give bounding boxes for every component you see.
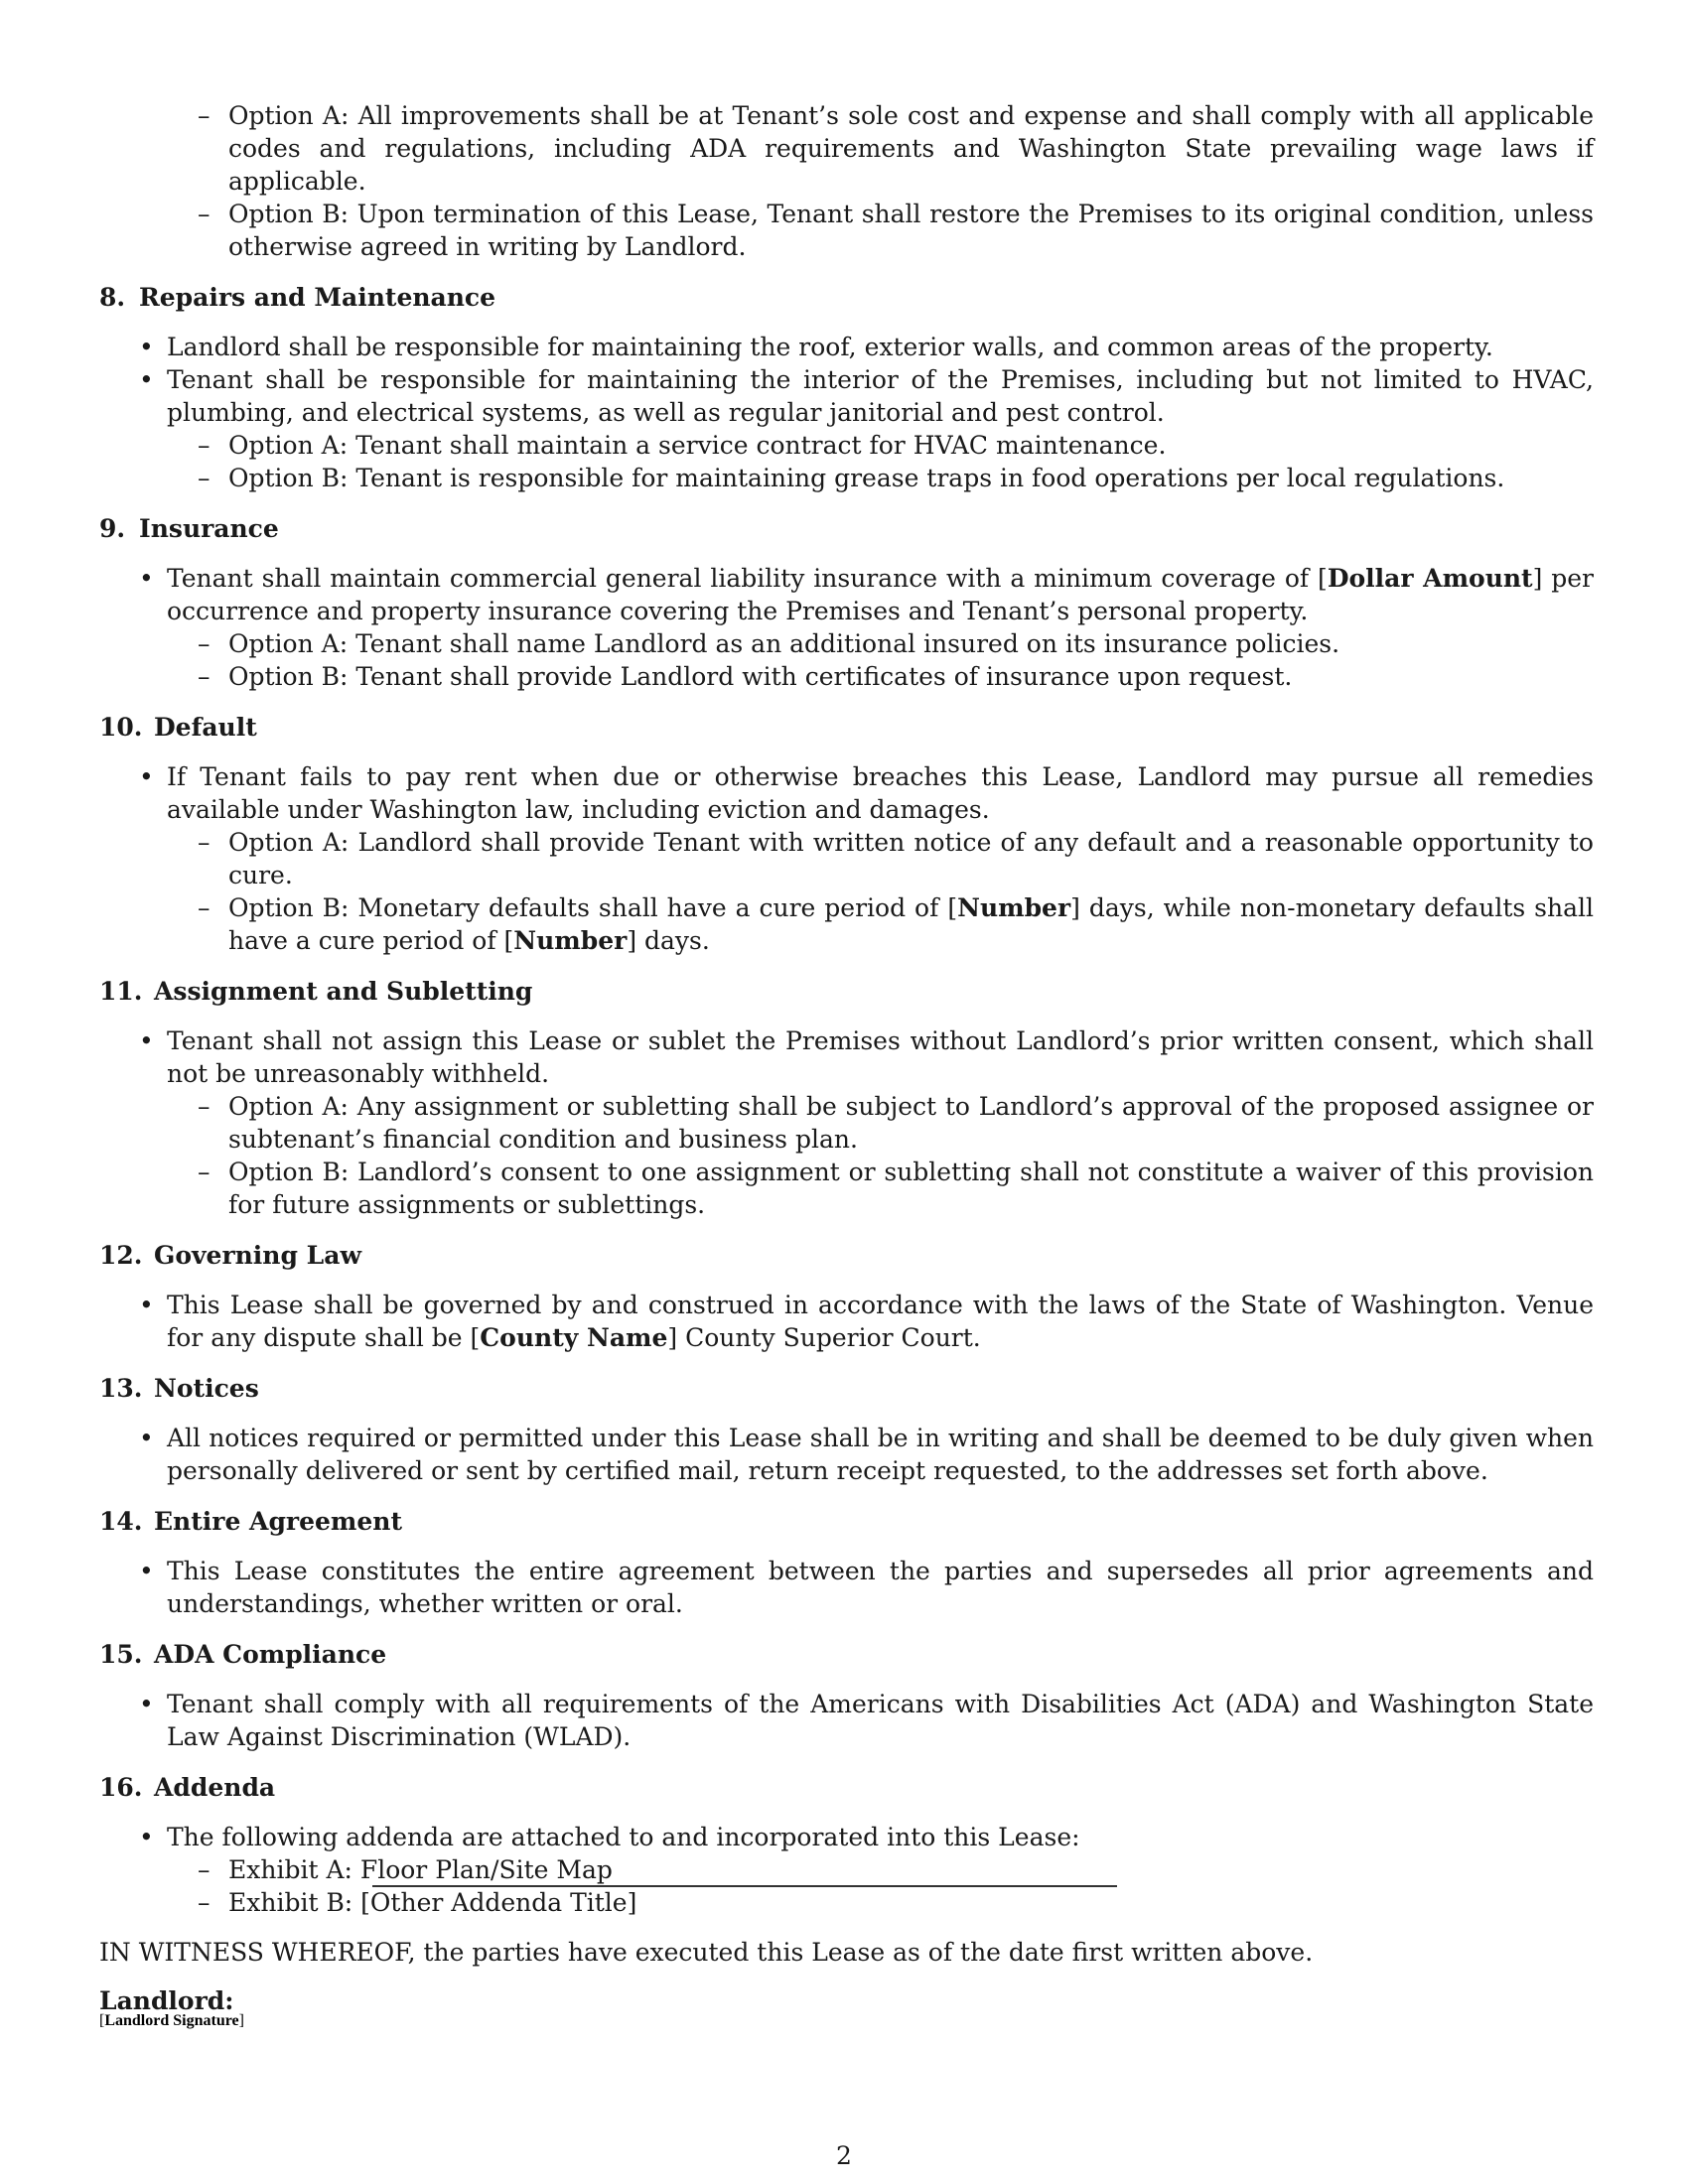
bullet-marker: •: [139, 1026, 154, 1055]
dash-marker: –: [198, 101, 211, 130]
option-text: Option A: Landlord shall provide Tenant with written notice of any default and a reasonable opportunity to cure.: [228, 828, 1594, 889]
bullet-text: Landlord shall be responsible for maintaining the roof, exterior walls, and common areas of the property.: [167, 333, 1493, 361]
option-text: Option B: Upon termination of this Lease, Tenant shall restore the Premises to its original condition, unless otherwise agreed in writing by Landlord.: [228, 200, 1594, 261]
bullet-text-end: ] per occurrence and property insurance covering the Premises and Tenant’s personal property.: [167, 564, 1594, 625]
section-number: 10.: [99, 713, 143, 742]
bullet-marker: •: [139, 365, 154, 394]
bullet-text: Tenant shall not assign this Lease or sublet the Premises without Landlord’s prior written consent, which shall not be unreasonably withheld.: [167, 1026, 1594, 1088]
list-item: [99, 198, 1594, 263]
option-text: Option B: Tenant shall provide Landlord with certificates of insurance upon request.: [228, 662, 1293, 691]
list-item: [99, 462, 1594, 494]
dash-marker: –: [198, 893, 211, 922]
bullet-marker: •: [139, 1291, 154, 1319]
list-item: [99, 1688, 1594, 1753]
bullet-marker: •: [139, 1557, 154, 1585]
dash-marker: –: [198, 629, 211, 658]
section-number: 14.: [99, 1507, 143, 1536]
section-heading: [99, 711, 1594, 744]
section-heading: [99, 1372, 1594, 1405]
section-heading: [99, 975, 1594, 1008]
document-page: [99, 99, 1594, 2017]
section-title: Addenda: [154, 1773, 276, 1802]
list-item: [99, 1090, 1594, 1156]
signature-bracket-open: [: [99, 2012, 105, 2029]
bullet-text-end: ] County Superior Court.: [667, 1323, 981, 1352]
bullet-text-start: Tenant shall maintain commercial general liability insurance with a minimum coverage of [: [167, 564, 1328, 593]
witness-statement: IN WITNESS WHEREOF, the parties have executed this Lease as of the date first written above.: [99, 1938, 1314, 1967]
option-text: Option A: Any assignment or subletting shall be subject to Landlord’s approval of the proposed assignee or subtenant’s financial condition and business plan.: [228, 1092, 1594, 1154]
bullet-marker: •: [139, 1690, 154, 1718]
dash-marker: –: [198, 662, 211, 691]
option-text: Option A: All improvements shall be at Tenant’s sole cost and expense and shall comply with all applicable codes and regulations, including ADA requirements and Washington State prevailing wage laws if applicable.: [228, 101, 1594, 196]
section-heading: [99, 512, 1594, 545]
placeholder-number: Number: [513, 926, 628, 955]
section-title: Repairs and Maintenance: [139, 283, 496, 312]
section-heading: [99, 1771, 1594, 1804]
section-body: [99, 1555, 1594, 1620]
bullet-text: This Lease constitutes the entire agreement between the parties and supersedes all prior agreements and understandings, whether written or oral.: [167, 1557, 1594, 1618]
list-item: [99, 826, 1594, 891]
placeholder-county-name: County Name: [480, 1323, 668, 1352]
list-item: [99, 331, 1594, 363]
section-body: [99, 1422, 1594, 1487]
section-number: 16.: [99, 1773, 143, 1802]
section-number: 9.: [99, 514, 126, 543]
bullet-text-start: This Lease shall be governed by and construed in accordance with the laws of the State of Washington. Venue for any dispute shall be [: [167, 1291, 1594, 1352]
dash-marker: –: [198, 1092, 211, 1121]
list-item: [99, 1422, 1594, 1487]
list-item: [99, 760, 1594, 826]
bullet-marker: •: [139, 1823, 154, 1851]
exhibit-text: Exhibit A: Floor Plan/Site Map: [228, 1855, 613, 1884]
list-item: [99, 1886, 1594, 1919]
bullet-text: All notices required or permitted under this Lease shall be in writing and shall be deemed to be duly given when personally delivered or sent by certified mail, return receipt requested, to the addresses set forth above.: [167, 1424, 1594, 1485]
list-item: [99, 660, 1594, 693]
signature-bracket-close: ]: [238, 2012, 244, 2029]
list-item: [99, 627, 1594, 660]
bullet-text: Tenant shall be responsible for maintaining the interior of the Premises, including but not limited to HVAC, plumbing, and electrical systems, as well as regular janitorial and pest control.: [167, 365, 1594, 427]
list-item: [99, 1024, 1594, 1090]
section-number: 13.: [99, 1374, 143, 1403]
section-title: Insurance: [139, 514, 279, 543]
dash-marker: –: [198, 1855, 211, 1884]
list-item: [99, 1156, 1594, 1221]
option-text-start: Option B: Monetary defaults shall have a cure period of [: [228, 893, 958, 922]
section-title: Notices: [154, 1374, 259, 1403]
section-title: Default: [154, 713, 257, 742]
section-number: 12.: [99, 1241, 143, 1270]
section-body: [99, 1688, 1594, 1753]
section-title: Governing Law: [154, 1241, 361, 1270]
dash-marker: –: [198, 828, 211, 857]
section-body: [99, 1024, 1594, 1221]
signature-line: [372, 1885, 1117, 1887]
section-body: [99, 562, 1594, 693]
list-item: [99, 363, 1594, 429]
section-body: [99, 1821, 1594, 1919]
section-heading: [99, 1239, 1594, 1272]
option-text-middle: ] days, while non-monetary defaults shall have a cure period of [: [228, 893, 1594, 955]
exhibit-text: Exhibit B: [Other Addenda Title]: [228, 1888, 637, 1917]
dash-marker: –: [198, 431, 211, 460]
landlord-label: Landlord:: [99, 1986, 234, 2015]
dash-marker: –: [198, 464, 211, 492]
section-body: [99, 760, 1594, 957]
section-heading: [99, 1638, 1594, 1671]
section-body: [99, 1289, 1594, 1354]
option-text-end: ] days.: [627, 926, 710, 955]
list-item: [99, 429, 1594, 462]
list-item: [99, 99, 1594, 198]
section-heading: [99, 1505, 1594, 1538]
list-item: [99, 891, 1594, 957]
option-text: Option A: Tenant shall name Landlord as an additional insured on its insurance policies.: [228, 629, 1340, 658]
section-number: 8.: [99, 283, 126, 312]
placeholder-dollar-amount: Dollar Amount: [1327, 564, 1533, 593]
section-title: Entire Agreement: [154, 1507, 402, 1536]
bullet-text: The following addenda are attached to and incorporated into this Lease:: [167, 1823, 1080, 1851]
list-item: [99, 1289, 1594, 1354]
option-text: Option B: Tenant is responsible for maintaining grease traps in food operations per local regulations.: [228, 464, 1505, 492]
section-title: Assignment and Subletting: [154, 977, 533, 1006]
signature-placeholder-text: Landlord Signature: [104, 2012, 239, 2029]
section-title: ADA Compliance: [154, 1640, 387, 1669]
dash-marker: –: [198, 1158, 211, 1186]
placeholder-number: Number: [957, 893, 1071, 922]
option-text: Option B: Landlord’s consent to one assignment or subletting shall not constitute a waiver of this provision for future assignments or sublettings.: [228, 1158, 1594, 1219]
section-heading: [99, 281, 1594, 314]
bullet-marker: •: [139, 762, 154, 791]
section-number: 11.: [99, 977, 143, 1006]
landlord-signature-placeholder: [99, 2012, 244, 2030]
bullet-marker: •: [139, 1424, 154, 1452]
dash-marker: –: [198, 1888, 211, 1917]
section-body: [99, 331, 1594, 494]
bullet-marker: •: [139, 333, 154, 361]
bullet-text: Tenant shall comply with all requirements of the Americans with Disabilities Act (ADA) and Washington State Law Against Discrimination (WLAD).: [167, 1690, 1594, 1751]
list-item: [99, 1821, 1594, 1853]
list-item: [99, 1555, 1594, 1620]
dash-marker: –: [198, 200, 211, 228]
page-number: 2: [836, 2141, 852, 2170]
section-number: 15.: [99, 1640, 143, 1669]
option-text: Option A: Tenant shall maintain a service contract for HVAC maintenance.: [228, 431, 1167, 460]
bullet-marker: •: [139, 564, 154, 593]
list-item: [99, 1853, 1594, 1886]
list-item: [99, 562, 1594, 627]
bullet-text: If Tenant fails to pay rent when due or otherwise breaches this Lease, Landlord may pursue all remedies available under Washington law, including eviction and damages.: [167, 762, 1594, 824]
